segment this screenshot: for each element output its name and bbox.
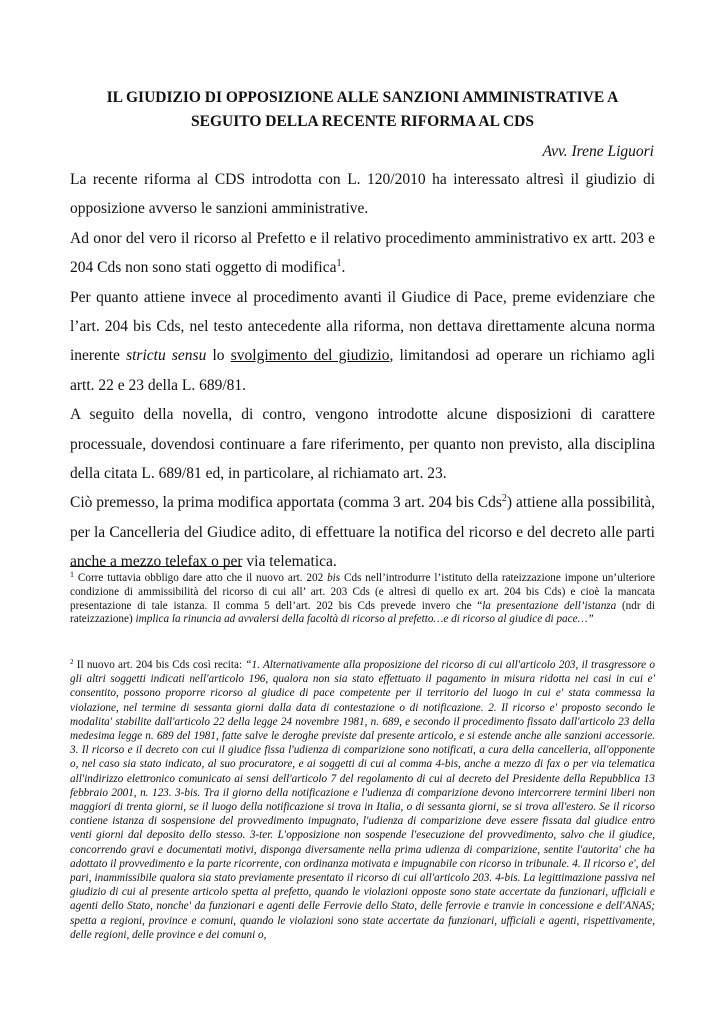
footnote-2-text-a: Il nuovo art. 204 bis Cds così recita: xyxy=(73,659,246,671)
paragraph-1: La recente riforma al CDS introdotta con L. 120/2010 ha interessato altresì il giudizio di opposizione avverso le sanzioni amministrative. xyxy=(70,171,655,218)
paragraph-3-latin-phrase: strictu sensu xyxy=(126,347,207,365)
paragraph-3-text-a: Per quanto attiene invece al procedimento avanti il Giudice di Pace, preme evidenziare che l’art. 204 bis Cds, nel testo antecedente alla riforma, non dettava direttamente alcuna norma inerente xyxy=(70,288,655,365)
paragraph-5-text-a: Ciò premesso, la prima modifica apportata (comma 3 art. 204 bis Cds xyxy=(70,494,502,512)
footnote-1-mark: 1 xyxy=(70,570,74,579)
footnote-2 xyxy=(70,658,655,942)
paragraph-2-text: Ad onor del vero il ricorso al Prefetto e il relativo procedimento amministrativo ex artt. 203 e 204 Cds non sono stati oggetto di modifica xyxy=(70,229,655,277)
paragraph-3-text-b: lo xyxy=(206,347,231,365)
footnote-ref-1[interactable]: 1 xyxy=(336,258,342,270)
footnote-ref-2[interactable]: 2 xyxy=(501,493,507,505)
footnote-2-quoted-law: “1. Alternativamente alla proposizione del ricorso di cui all'articolo 203, il trasgressore o gli altri soggetti indicati nell'articolo 196, qualora non sia stato effettuato il pagamento in misura ridotta nei casi in cui e' consentito, possono proporre ricorso al giudice di pace competente per il territorio del luogo in cui e' stata commessa la violazione, nel termine di sessanta giorni dalla data di contestazione o di notificazione. 2. Il ricorso e' proposto secondo le modalita' stabilite dall'articolo 22 della legge 24 novembre 1981, n. 689, e secondo il procedimento fissato dall'articolo 23 della medesima legge n. 689 del 1981, fatte salve le deroghe previste dal presente articolo, e si estende anche alle sanzioni accessorie. 3. Il ricorso e il decreto con cui il giudice fissa l'udienza di comparizione sono notificati, a cura della cancelleria, all'opponente o, nel caso sia stato indicato, al suo procuratore, e ai soggetti di cui al comma 4-bis, anche a mezzo di fax o per via telematica all'indirizzo elettronico comunicato ai sensi dell'articolo 7 del regolamento di cui al decreto del Presidente della Repubblica 13 febbraio 2001, n. 123. 3-bis. Tra il giorno della notificazione e l'udienza di comparizione devono intercorrere termini liberi non maggiori di trenta giorni, se il luogo della notificazione si trova in Italia, o di sessanta giorni, se si trova all'estero. Se il ricorso contiene istanza di sospensione del provvedimento impugnato, l'udienza di comparizione deve essere fissata dal giudice entro venti giorni dal deposito dello stesso. 3-ter. L'opposizione non sospende l'esecuzione del provvedimento, salvo che il giudice, concorrendo gravi e documentati motivi, disponga diversamente nella prima udienza di comparizione, sentite l'autorita' che ha adottato il provvedimento e la parte ricorrente, con ordinanza motivata e impugnabile con ricorso in tribunale. 4. Il ricorso e', del pari, inammissibile qualora sia stato previamente presentato il ricorso di cui all'articolo 203. 4-bis. La legittimazione passiva nel giudizio di cui al presente articolo spetta al prefetto, quando le violazioni opposte sono state accertate da funzionari, ufficiali e agenti dello Stato, nonche' da funzionari e agenti delle Ferrovie dello Stato, delle ferrovie e tranvie in concessione e dell'ANAS; spetta a regioni, province e comuni, quando le violazioni sono state accertate da funzionari, ufficiali e agenti, rispettivamente, delle regioni, delle province e dei comuni o, xyxy=(70,659,655,941)
body-text xyxy=(70,165,655,577)
footnote-separator xyxy=(70,566,242,567)
paragraph-3-text-c: , limitandosi ad operare un richiamo agli artt. 22 e 23 della L. 689/81. xyxy=(70,347,656,394)
paragraph-2 xyxy=(70,224,655,283)
paragraph-3 xyxy=(70,283,655,401)
footnote-1-text-c: (ndr di rateizzazione) xyxy=(70,599,655,626)
footnote-1-text-a: Corre tuttavia obbligo dare atto che il nuovo art. 202 xyxy=(74,572,328,584)
footnote-1-em-2: la presentazione dell’istanza xyxy=(482,599,617,612)
document-title xyxy=(70,86,655,134)
footnote-2-mark: 2 xyxy=(70,658,74,666)
paragraph-3-underlined: svolgimento del giudizio xyxy=(230,347,390,365)
footnote-1-em-3: implica la rinuncia ad avvalersi della facoltà di ricorso al prefetto…e di ricorso al giudice di pace…” xyxy=(135,613,594,626)
author-name: Avv. Irene Liguori xyxy=(542,143,654,160)
paragraph-2-end: . xyxy=(341,259,346,277)
footnote-1-em-1: bis xyxy=(327,572,341,584)
paragraph-4: A seguito della novella, di contro, vengono introdotte alcune disposizioni di carattere processuale, dovendosi continuare a fare riferimento, per quanto non previsto, alla disciplina della citata L. 689/81 ed, in particolare, al richiamato art. 23. xyxy=(70,406,655,483)
paragraph-5-text-b: ) attiene alla possibilità, per la Cancelleria del Giudice adito, di effettuare la notifica del ricorso e del decreto alle parti anche a mezzo telefax o per via telematica. xyxy=(70,494,655,571)
title-line-2: SEGUITO DELLA RECENTE RIFORMA AL CDS xyxy=(191,113,534,130)
footnote-1 xyxy=(70,572,655,627)
footnote-1-text-b: Cds nell’introdurre l’istituto della rateizzazione impone un’ulteriore condizione di ammissibilità del ricorso di cui all’ art. 203 Cds (e altresì di quello ex art. 204 bis Cds) e cioè la mancata presentazione di tale istanza. Il comma 5 dell’art. 202 bis Cds prevede invero che “ xyxy=(70,572,655,612)
title-line-1: IL GIUDIZIO DI OPPOSIZIONE ALLE SANZIONI AMMINISTRATIVE A xyxy=(106,89,619,106)
paragraph-5 xyxy=(70,488,655,576)
